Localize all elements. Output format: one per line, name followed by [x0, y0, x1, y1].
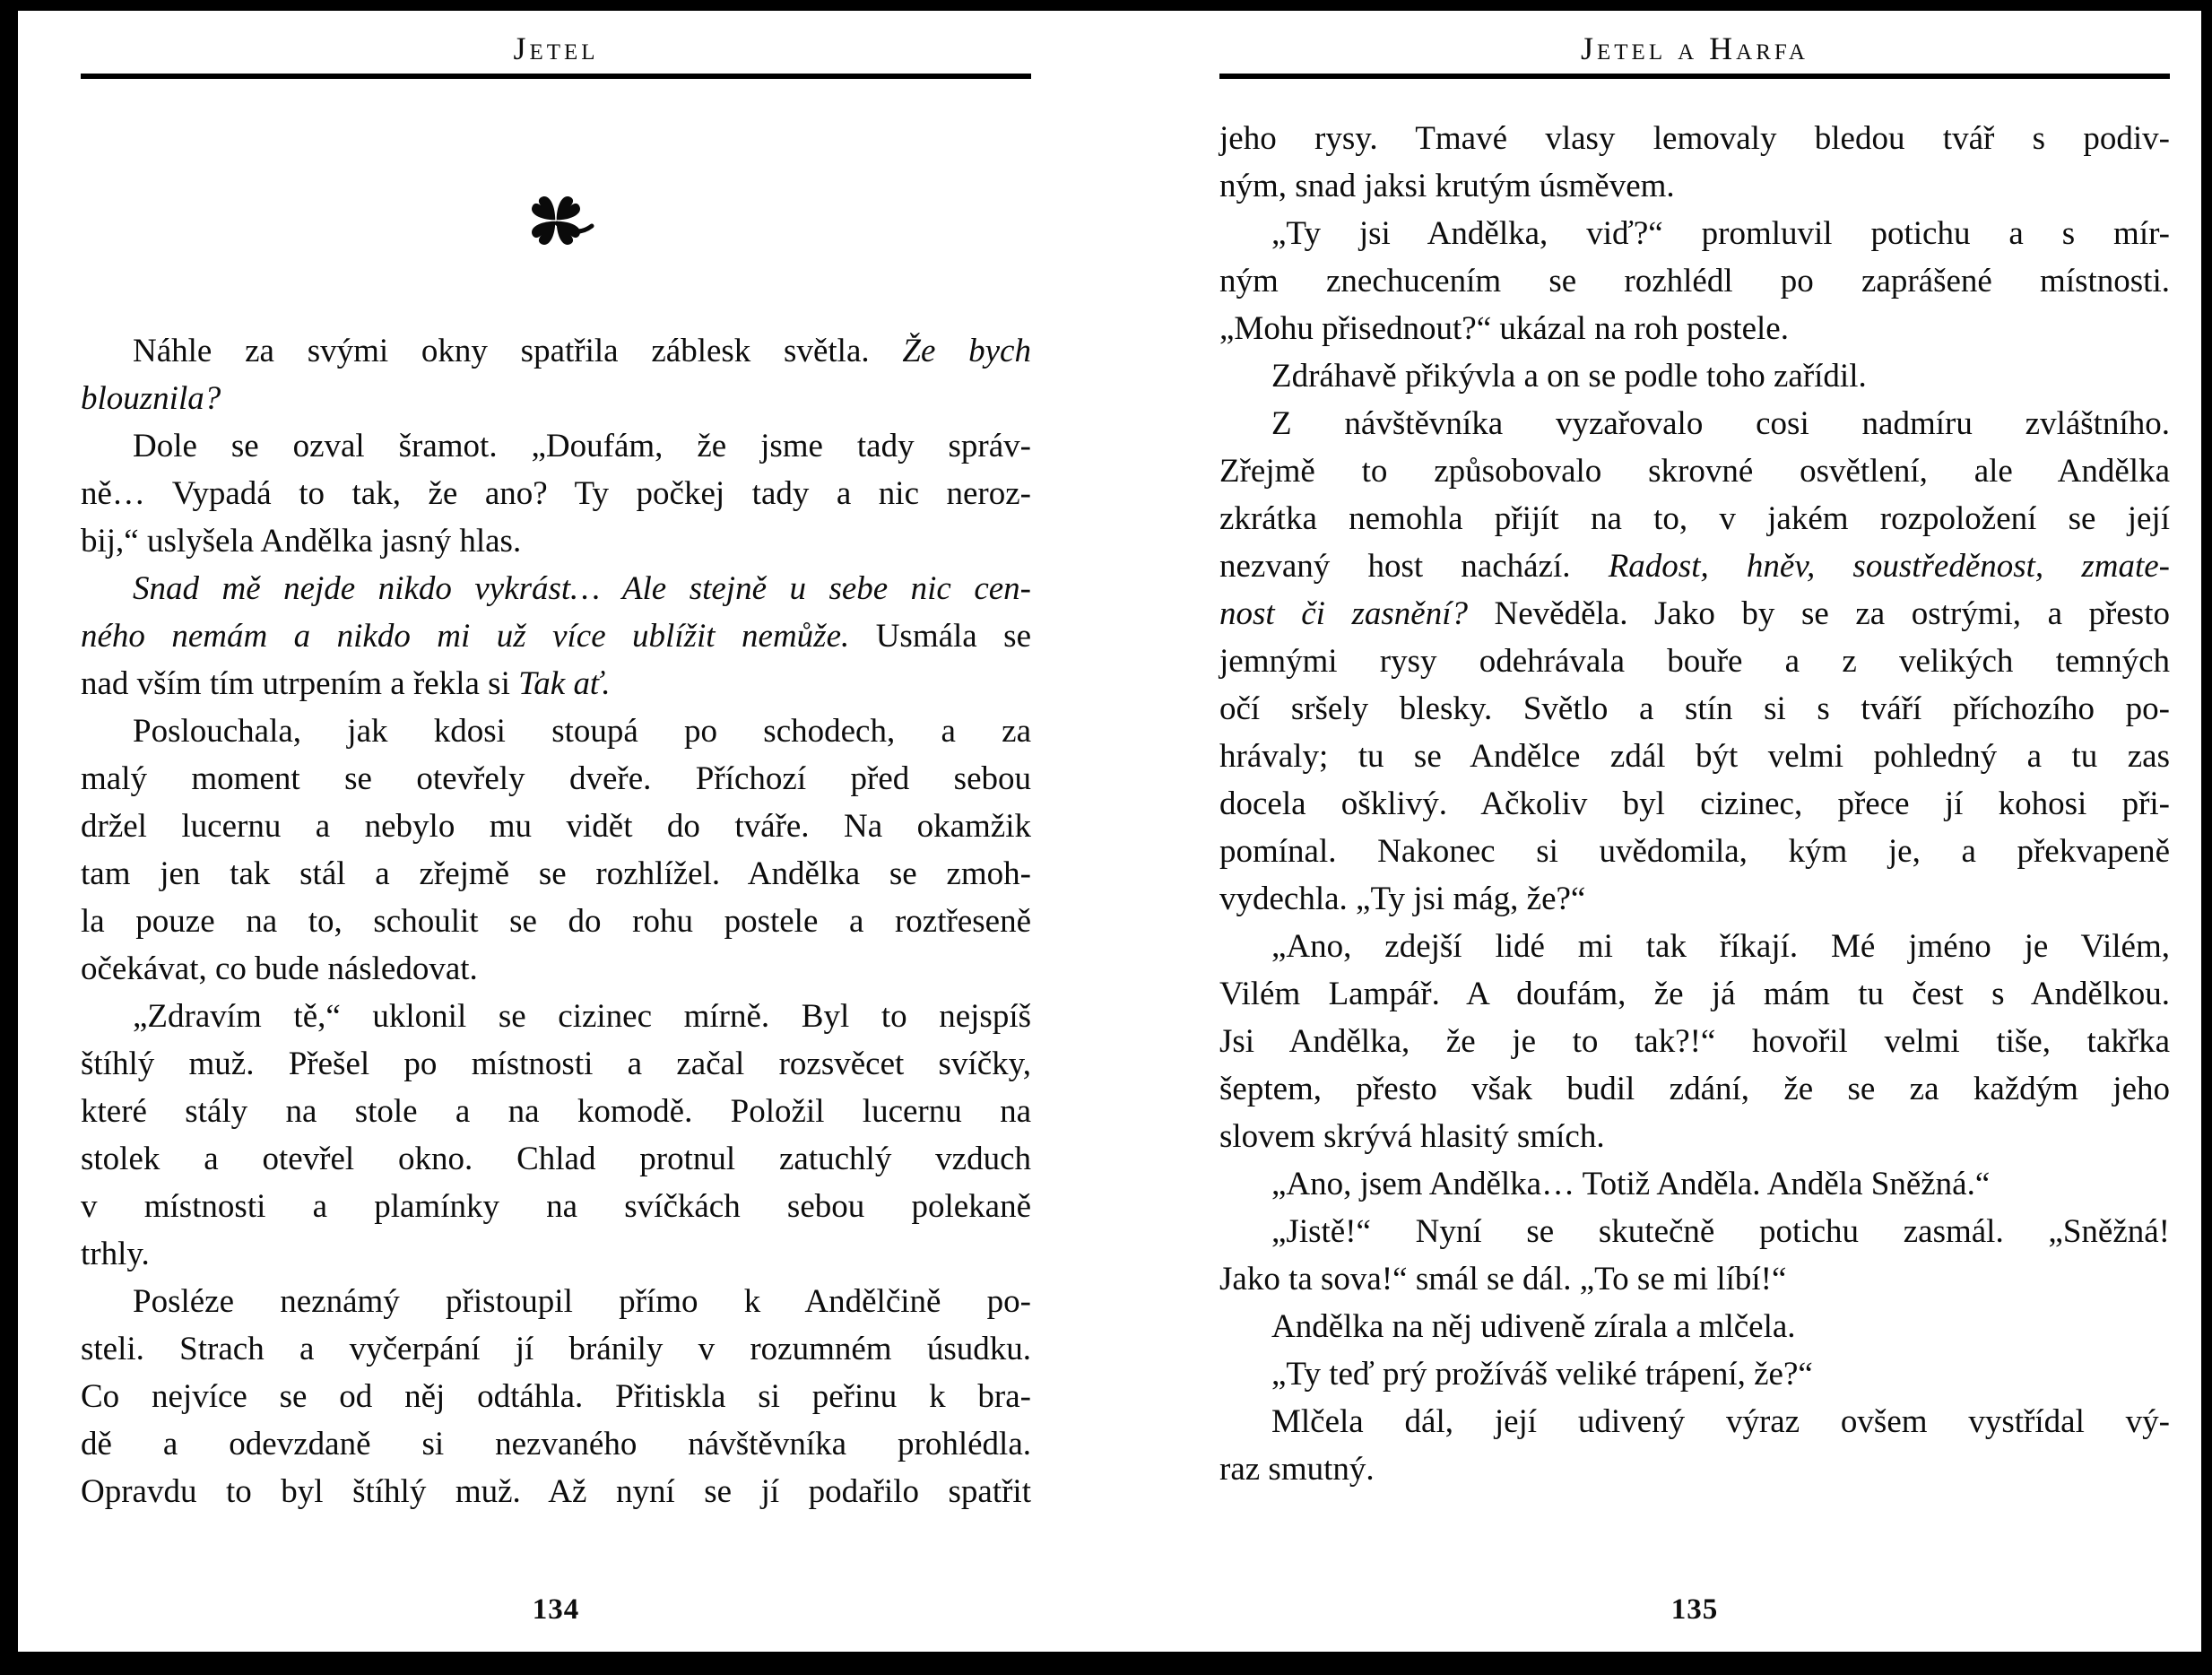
- paragraph: [1219, 352, 2170, 400]
- text-line: jeho rysy. Tmavé vlasy lemovaly bledou tvář s podiv-: [1219, 120, 2170, 157]
- text-line: tam jen tak stál a zřejmě se rozhlížel. Andělka se zmoh-: [81, 855, 1031, 892]
- text-line: Dole se ozval šramot. „Doufám, že jsme tady správ-: [133, 428, 1031, 464]
- text-line: nost či zasnění? Nevěděla. Jako by se za ostrými, a přesto: [1219, 595, 2170, 632]
- text-line: držel lucernu a nebylo mu vidět do tváře. Na okamžik: [81, 808, 1031, 845]
- text-line: nezvaný host nachází. Radost, hněv, soustředěnost, zmate-: [1219, 548, 2170, 585]
- text-line: ně… Vypadá to tak, že ano? Ty počkej tady a nic neroz-: [81, 475, 1031, 512]
- paragraph: [1219, 115, 2170, 210]
- text-line: očekávat, co bude následovat.: [81, 950, 478, 987]
- text-line: šeptem, přesto však budil zdání, že se za každým jeho: [1219, 1071, 2170, 1107]
- text-line: Snad mě nejde nikdo vykrást… Ale stejně u sebe nic cen-: [133, 570, 1031, 607]
- text-line: „Zdravím tě,“ uklonil se cizinec mírně. Byl to nejspíš: [133, 998, 1031, 1035]
- text-line: zkrátka nemohla přijít na to, v jakém rozpoložení se její: [1219, 500, 2170, 537]
- page-number: 135: [1670, 1593, 1719, 1626]
- text-line: trhly.: [81, 1236, 150, 1272]
- text-line: malý moment se otevřely dveře. Příchozí před sebou: [81, 760, 1031, 797]
- text-line: stolek a otevřel okno. Chlad protnul zatuchlý vzduch: [81, 1141, 1031, 1177]
- paragraph: [1219, 210, 2170, 352]
- text-line: Jako ta sova!“ smál se dál. „To se mi líbí!“: [1219, 1261, 1787, 1297]
- text-line: dě a odevzdaně si nezvaného návštěvníka prohlédla.: [81, 1426, 1031, 1462]
- text-line: raz smutný.: [1219, 1451, 1375, 1488]
- header-rule: [81, 74, 1031, 79]
- text-line: které stály na stole a na komodě. Položil lucernu na: [81, 1093, 1031, 1130]
- text-line: Zřejmě to způsobovalo skrovné osvětlení, ale Andělka: [1219, 453, 2170, 490]
- text-line: blouznila?: [81, 380, 221, 417]
- paragraph: [1219, 1303, 2170, 1350]
- text-line: Vilém Lampář. A doufám, že já mám tu čest s Andělkou.: [1219, 976, 2170, 1012]
- text-line: docela ošklivý. Ačkoliv byl cizinec, přece jí kohosi při-: [1219, 785, 2170, 822]
- text-line: ným znechucením se rozhlédl po zaprášené místnosti.: [1219, 263, 2170, 299]
- text-line: „Ty teď prý prožíváš veliké trápení, že?“: [1271, 1356, 1813, 1393]
- text-line: očí sršely blesky. Světlo a stín si s tváří příchozího po-: [1219, 690, 2170, 727]
- text-line: Co nejvíce se od něj odtáhla. Přitiskla si peřinu k bra-: [81, 1378, 1031, 1415]
- text-line: „Mohu přisednout?“ ukázal na roh postele.: [1219, 310, 1789, 347]
- page-body: [1219, 115, 2170, 1493]
- text-line: Poslouchala, jak kdosi stoupá po schodech, a za: [133, 713, 1031, 750]
- text-line: Opravdu to byl štíhlý muž. Až nyní se jí podařilo spatřit: [81, 1473, 1031, 1510]
- paragraph: [81, 565, 1031, 707]
- text-line: bij,“ uslyšela Andělka jasný hlas.: [81, 523, 522, 560]
- text-line: nad vším tím utrpením a řekla si Tak ať.: [81, 665, 611, 702]
- page-left: [81, 11, 1031, 1652]
- text-line: Náhle za svými okny spatřila záblesk světla. Že bych: [133, 333, 1031, 369]
- text-line: la pouze na to, schoulit se do rohu postele a roztřeseně: [81, 903, 1031, 940]
- text-line: „Jistě!“ Nyní se skutečně potichu zasmál. „Sněžná!: [1271, 1213, 2170, 1250]
- text-line: v místnosti a plamínky na svíčkách sebou polekaně: [81, 1188, 1031, 1225]
- paragraph: [1219, 1160, 2170, 1208]
- running-header: Jetel: [513, 30, 599, 66]
- text-line: Jsi Andělka, že je to tak?!“ hovořil velmi tiše, takřka: [1219, 1023, 2170, 1060]
- text-line: slovem skrývá hlasitý smích.: [1219, 1118, 1605, 1155]
- paragraph: [81, 707, 1031, 993]
- paragraph: [1219, 1208, 2170, 1303]
- text-line: „Ty jsi Andělka, viď?“ promluvil potichu a s mír-: [1271, 215, 2170, 252]
- paragraph: [81, 993, 1031, 1278]
- paragraph: [1219, 400, 2170, 923]
- paragraph: [81, 1278, 1031, 1515]
- text-line: hrávaly; tu se Andělce zdál být velmi pohledný a tu zas: [1219, 738, 2170, 775]
- text-line: ného nemám a nikdo mi už více ublížit nemůže. Usmála se: [81, 618, 1031, 655]
- text-line: Posléze neznámý přistoupil přímo k Andělčině po-: [133, 1283, 1031, 1320]
- page-number: 134: [532, 1593, 580, 1626]
- paragraph: [1219, 1350, 2170, 1398]
- text-line: pomínal. Nakonec si uvědomila, kým je, a překvapeně: [1219, 833, 2170, 870]
- text-line: štíhlý muž. Přešel po místnosti a začal rozsvěcet svíčky,: [81, 1046, 1031, 1082]
- section-ornament: [516, 187, 595, 263]
- text-line: ným, snad jaksi krutým úsměvem.: [1219, 168, 1675, 204]
- paragraph: [81, 422, 1031, 565]
- text-line: jemnými rysy odehrávala bouře a z velikých temných: [1219, 643, 2170, 680]
- text-line: „Ano, zdejší lidé mi tak říkají. Mé jméno je Vilém,: [1271, 928, 2170, 965]
- text-line: steli. Strach a vyčerpání jí bránily v rozumném úsudku.: [81, 1331, 1031, 1367]
- four-leaf-clover-icon: [516, 187, 595, 258]
- paragraph: [81, 327, 1031, 422]
- page-right: [1219, 11, 2170, 1652]
- paragraph: [1219, 923, 2170, 1160]
- header-rule: [1219, 74, 2170, 79]
- text-line: Z návštěvníka vyzařovalo cosi nadmíru zvláštního.: [1271, 405, 2170, 442]
- text-line: Mlčela dál, její udivený výraz ovšem vystřídal vý-: [1271, 1403, 2170, 1440]
- text-line: Zdráhavě přikývla a on se podle toho zařídil.: [1271, 358, 1867, 395]
- text-line: vydechla. „Ty jsi mág, že?“: [1219, 881, 1586, 917]
- running-header: Jetel a Harfa: [1581, 30, 1809, 66]
- text-line: „Ano, jsem Andělka… Totiž Anděla. Anděla Sněžná.“: [1271, 1166, 1991, 1202]
- page-body: [81, 327, 1031, 1515]
- paragraph: [1219, 1398, 2170, 1493]
- text-line: Andělka na něj udiveně zírala a mlčela.: [1271, 1308, 1796, 1345]
